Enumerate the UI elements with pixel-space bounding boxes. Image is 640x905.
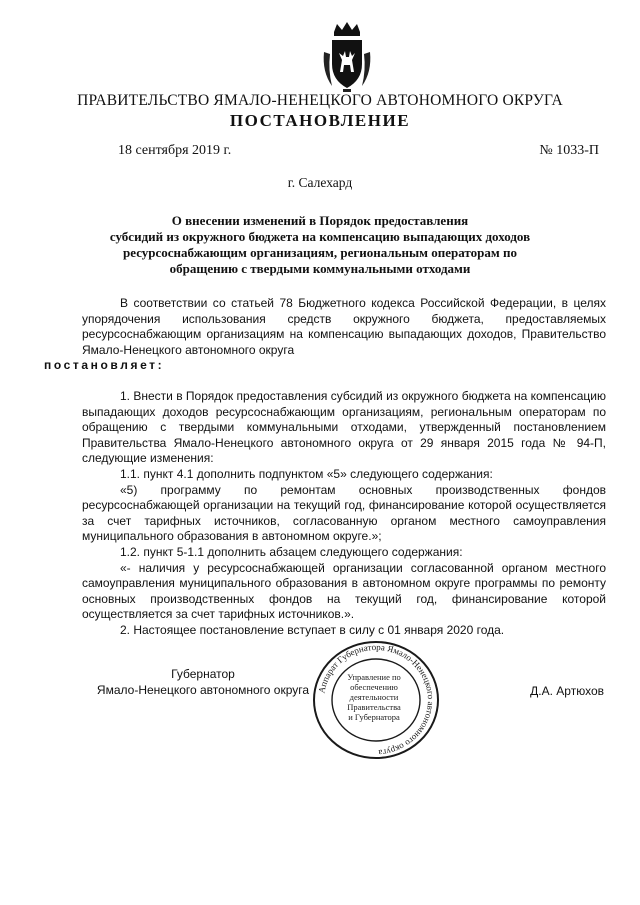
- coat-of-arms-icon: [322, 22, 372, 94]
- stamp-line: деятельности: [349, 692, 399, 702]
- item-1: 1. Внести в Порядок предоставления субсидий из окружного бюджета на компенсацию выпадающих доходов ресурсоснабжающим организациям, региональным операторам по обращению с твердыми коммунальными отходами, утвержденный постановлением Правительства Ямало-Ненецкого автономного округа от 29 января 2015 года № 94-П, следующие изменения:: [82, 388, 606, 466]
- signatory-post-line1: Губернатор: [171, 667, 235, 681]
- stamp-line: Управление по: [347, 672, 401, 682]
- stamp-ring-textpath: Аппарат Губернатора Ямало-Ненецкого автономного округа: [316, 641, 437, 758]
- stamp-line: и Губернатора: [348, 712, 400, 722]
- subject-line: субсидий из окружного бюджета на компенсацию выпадающих доходов: [109, 229, 531, 244]
- item-1-1: 1.1. пункт 4.1 дополнить подпунктом «5» следующего содержания:: [120, 466, 493, 481]
- document-number: № 1033-П: [539, 143, 599, 158]
- item-1-1-text: «5) программу по ремонтам основных производственных фондов ресурсоснабжающей организации на текущий год, финансирование которой осуществляется за счет тарифных источников, согласованную органом местного самоуправления муниципального образования в автономном округе.»;: [82, 482, 606, 544]
- signatory-name: Д.А. Артюхов: [530, 684, 604, 698]
- resolves-word: постановляет:: [44, 358, 165, 373]
- preamble-text: В соответствии со статьей 78 Бюджетного кодекса Российской Федерации, в целях упорядочения использования средств окружного бюджета, предоставляемых ресурсоснабжающим организациям на компенсацию выпадающих доходов, Правительство Ямало-Ненецкого автономного округа: [82, 296, 606, 357]
- stamp-center-text: [342, 672, 406, 722]
- item-1-2: 1.2. пункт 5-1.1 дополнить абзацем следующего содержания:: [120, 544, 463, 559]
- item-1-2-text: «- наличия у ресурсоснабжающей организации согласованной органом местного самоуправления муниципального образования в автономном округе программы по ремонту основных производственных фондов на текущий год, финансирование которой осуществляется за счет тарифных источников.».: [82, 560, 606, 622]
- item-2: 2. Настоящее постановление вступает в силу с 01 января 2020 года.: [120, 622, 505, 637]
- signatory-post-line2: Ямало-Ненецкого автономного округа: [96, 683, 310, 697]
- subject-line: О внесении изменений в Порядок предоставления: [171, 213, 469, 228]
- document-body: [44, 296, 606, 638]
- signatory-position: [90, 666, 316, 698]
- document-type: ПОСТАНОВЛЕНИЕ: [229, 111, 411, 130]
- document-subject: [90, 213, 550, 277]
- subject-line: обращению с твердыми коммунальными отходами: [169, 261, 471, 276]
- subject-line: ресурсоснабжающим организациям, региональным операторам по: [123, 245, 517, 260]
- document-date: 18 сентября 2019 г.: [118, 143, 232, 158]
- stamp-line: обеспечению: [350, 682, 398, 692]
- government-title: ПРАВИТЕЛЬСТВО ЯМАЛО-НЕНЕЦКОГО АВТОНОМНОГО ОКРУГА: [77, 92, 563, 109]
- preamble-paragraph: [44, 296, 606, 374]
- document-city: г. Салехард: [287, 175, 353, 190]
- stamp-line: Правительства: [347, 702, 401, 712]
